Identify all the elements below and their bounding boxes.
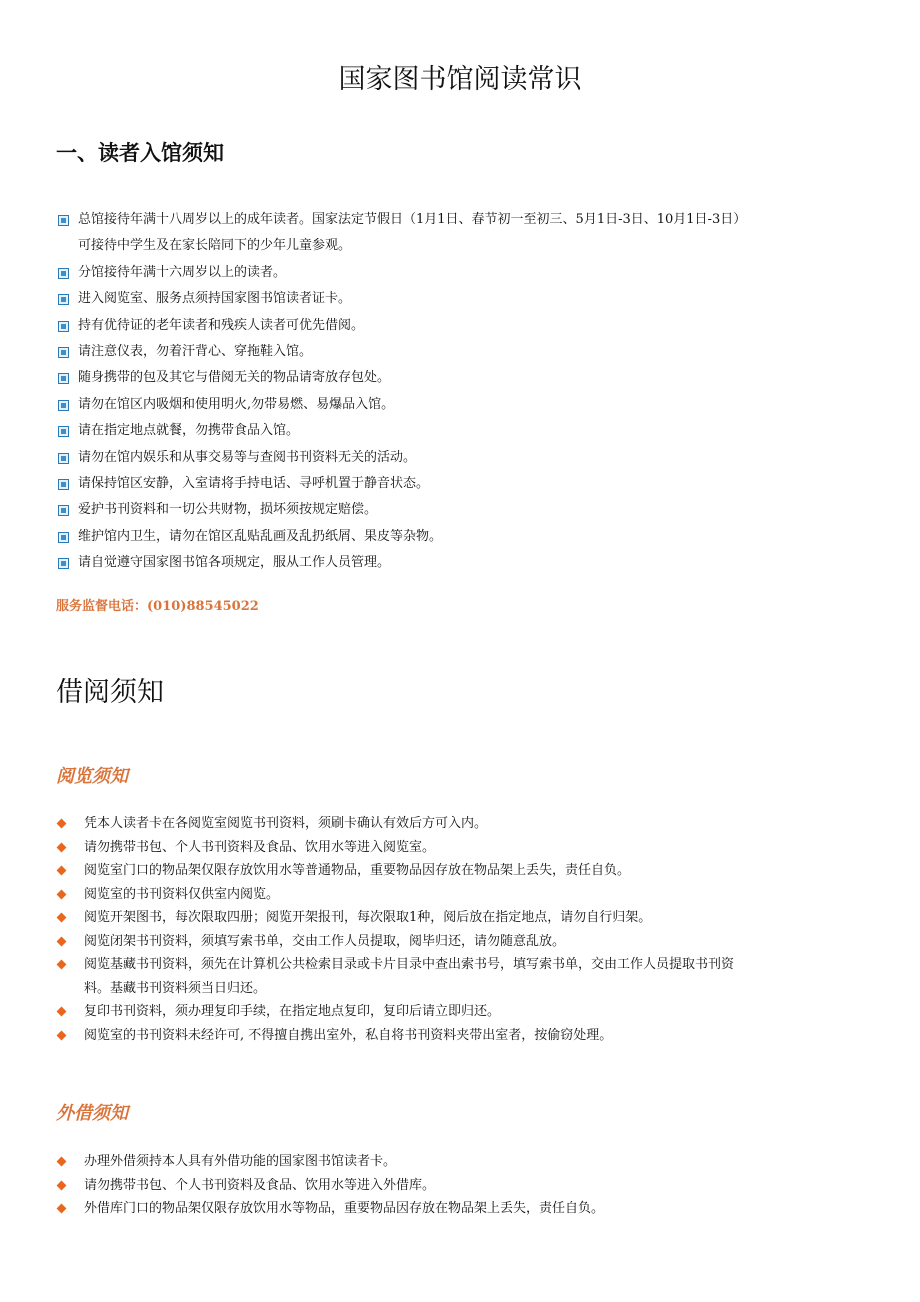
list-item bbox=[56, 930, 736, 954]
list-item bbox=[56, 1000, 736, 1024]
reading-rules-list bbox=[56, 812, 736, 1047]
list-item-text: 阅览基藏书刊资料，须先在计算机公共检索目录或卡片目录中查出索书号，填写索书单，交由工作人员提取书刊资料。基藏书刊资料须当日归还。 bbox=[84, 957, 735, 996]
list-item-text: 复印书刊资料，须办理复印手续，在指定地点复印，复印后请立即归还。 bbox=[84, 1004, 501, 1019]
diamond-bullet-icon bbox=[57, 1007, 67, 1017]
list-item-text: 请自觉遵守国家图书馆各项规定，服从工作人员管理。 bbox=[78, 555, 391, 571]
subheading-reading-rules: 阅览须知 bbox=[56, 766, 128, 787]
diamond-bullet-icon bbox=[57, 936, 67, 946]
list-item-text: 请注意仪表，勿着汗背心、穿拖鞋入馆。 bbox=[78, 344, 313, 360]
diamond-bullet-icon bbox=[57, 913, 67, 923]
diamond-bullet-icon bbox=[57, 889, 67, 899]
list-item bbox=[56, 836, 736, 860]
list-item bbox=[56, 1024, 736, 1048]
list-item-text: 请勿在馆区内吸烟和使用明火,勿带易燃、易爆品入馆。 bbox=[78, 396, 395, 412]
list-item bbox=[56, 859, 736, 883]
square-bullet-icon bbox=[58, 558, 69, 569]
diamond-bullet-icon bbox=[57, 866, 67, 876]
list-item bbox=[56, 883, 736, 907]
list-item bbox=[56, 550, 746, 576]
square-bullet-icon bbox=[58, 426, 69, 437]
square-bullet-icon bbox=[58, 373, 69, 384]
square-bullet-icon bbox=[58, 400, 69, 411]
list-item-text: 请在指定地点就餐，勿携带食品入馆。 bbox=[78, 423, 300, 439]
diamond-bullet-icon bbox=[57, 1180, 67, 1190]
list-item bbox=[56, 313, 746, 339]
list-item-text: 请保持馆区安静，入室请将手持电话、寻呼机置于静音状态。 bbox=[78, 476, 430, 492]
list-item bbox=[56, 1197, 736, 1221]
list-item bbox=[56, 524, 746, 550]
list-item bbox=[56, 207, 746, 260]
diamond-bullet-icon bbox=[57, 819, 67, 829]
list-item-text: 爱护书刊资料和一切公共财物，损坏须按规定赔偿。 bbox=[78, 502, 378, 518]
list-item-text: 总馆接待年满十八周岁以上的成年读者。国家法定节假日（1月1日、春节初一至初三、5月1日-3日、10月1日-3日）可接待中学生及在家长陪同下的少年儿童参观。 bbox=[78, 212, 740, 254]
list-item-text: 随身携带的包及其它与借阅无关的物品请寄放存包处。 bbox=[78, 370, 391, 386]
list-item bbox=[56, 906, 736, 930]
list-item bbox=[56, 497, 746, 523]
list-item bbox=[56, 418, 746, 444]
list-item-text: 办理外借须持本人具有外借功能的国家图书馆读者卡。 bbox=[84, 1154, 397, 1169]
section-heading-admission: 一、读者入馆须知 bbox=[56, 140, 224, 165]
list-item-text: 阅览开架图书，每次限取四册；阅览开架报刊，每次限取1种，阅后放在指定地点，请勿自行归架。 bbox=[84, 910, 652, 925]
list-item-text: 凭本人读者卡在各阅览室阅览书刊资料，须刷卡确认有效后方可入内。 bbox=[84, 816, 488, 831]
square-bullet-icon bbox=[58, 479, 69, 490]
list-item-text: 请勿携带书包、个人书刊资料及食品、饮用水等进入阅览室。 bbox=[84, 839, 436, 855]
square-bullet-icon bbox=[58, 294, 69, 305]
square-bullet-icon bbox=[58, 453, 69, 464]
list-item-text: 请勿携带书包、个人书刊资料及食品、饮用水等进入外借库。 bbox=[84, 1177, 436, 1193]
diamond-bullet-icon bbox=[57, 842, 67, 852]
list-item bbox=[56, 260, 746, 286]
list-item-text: 请勿在馆内娱乐和从事交易等与查阅书刊资料无关的活动。 bbox=[78, 449, 417, 465]
page-title: 国家图书馆阅读常识 bbox=[338, 64, 582, 95]
diamond-bullet-icon bbox=[57, 960, 67, 970]
square-bullet-icon bbox=[58, 347, 69, 358]
square-bullet-icon bbox=[58, 532, 69, 543]
list-item-text: 阅览闭架书刊资料，须填写索书单，交由工作人员提取，阅毕归还，请勿随意乱放。 bbox=[84, 933, 566, 949]
list-item-text: 阅览室门口的物品架仅限存放饮用水等普通物品，重要物品因存放在物品架上丢失，责任自负。 bbox=[84, 863, 631, 878]
service-hotline: 服务监督电话：(010)88545022 bbox=[56, 599, 259, 614]
list-item bbox=[56, 953, 736, 1000]
list-item bbox=[56, 471, 746, 497]
list-item-text: 维护馆内卫生，请勿在馆区乱贴乱画及乱扔纸屑、果皮等杂物。 bbox=[78, 528, 443, 544]
list-item bbox=[56, 445, 746, 471]
admission-rules-list bbox=[56, 207, 746, 577]
square-bullet-icon bbox=[58, 321, 69, 332]
list-item bbox=[56, 1174, 736, 1198]
lending-rules-list bbox=[56, 1150, 736, 1221]
list-item bbox=[56, 1150, 736, 1174]
list-item-text: 外借库门口的物品架仅限存放饮用水等物品，重要物品因存放在物品架上丢失，责任自负。 bbox=[84, 1201, 605, 1216]
list-item bbox=[56, 392, 746, 418]
diamond-bullet-icon bbox=[57, 1157, 67, 1167]
list-item-text: 进入阅览室、服务点须持国家图书馆读者证卡。 bbox=[78, 291, 352, 307]
list-item-text: 持有优待证的老年读者和残疾人读者可优先借阅。 bbox=[78, 317, 365, 333]
list-item-text: 分馆接待年满十六周岁以上的读者。 bbox=[78, 264, 287, 280]
square-bullet-icon bbox=[58, 215, 69, 226]
diamond-bullet-icon bbox=[57, 1204, 67, 1214]
section-heading-borrowing: 借阅须知 bbox=[56, 677, 164, 708]
subheading-lending-rules: 外借须知 bbox=[56, 1103, 128, 1124]
list-item-text: 阅览室的书刊资料未经许可, 不得擅自携出室外，私自将书刊资料夹带出室者，按偷窃处理。 bbox=[84, 1027, 613, 1043]
square-bullet-icon bbox=[58, 268, 69, 279]
list-item bbox=[56, 286, 746, 312]
list-item bbox=[56, 365, 746, 391]
diamond-bullet-icon bbox=[57, 1030, 67, 1040]
square-bullet-icon bbox=[58, 505, 69, 516]
list-item-text: 阅览室的书刊资料仅供室内阅览。 bbox=[84, 886, 280, 902]
list-item bbox=[56, 339, 746, 365]
list-item bbox=[56, 812, 736, 836]
